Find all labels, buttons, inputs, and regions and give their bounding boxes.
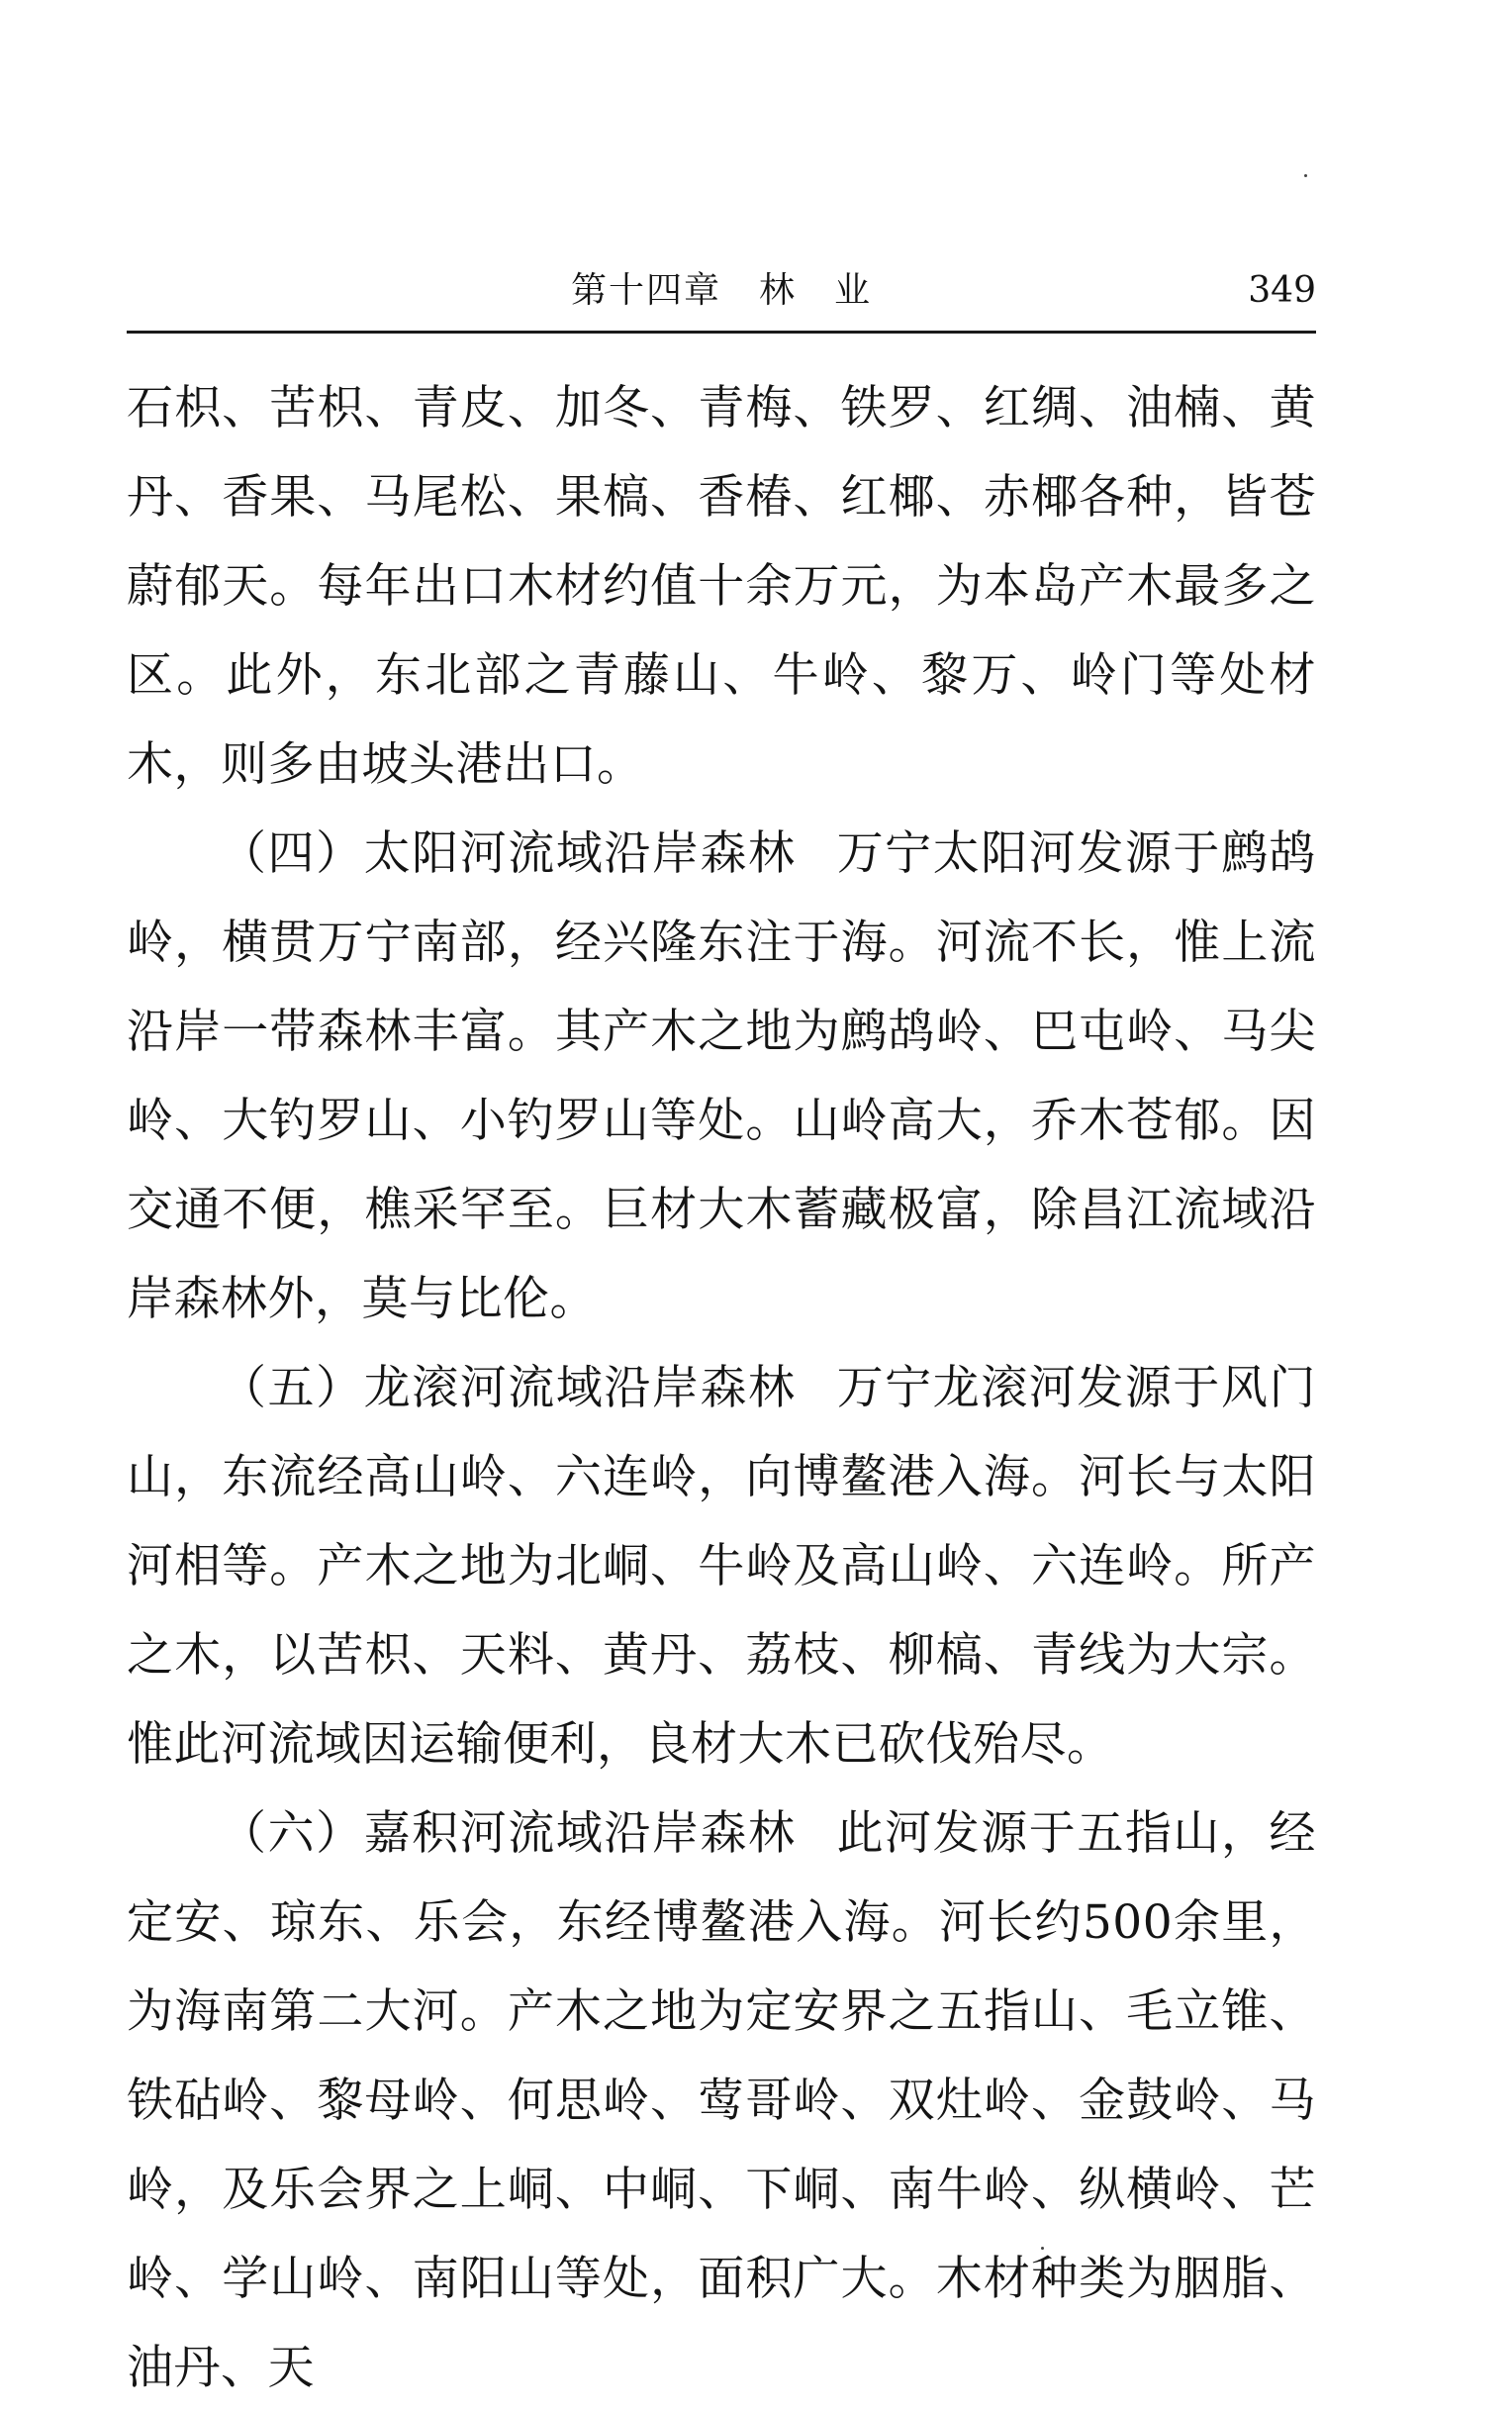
running-title: 第十四章 林 业 [570, 270, 872, 311]
paragraph-text: 石枳、苦枳、青皮、加冬、青梅、铁罗、红绸、油楠、黄丹、香果、马尾松、果槁、香椿、红椰、赤椰各种，皆苍蔚郁天。每年出口木材约值十余万元，为本岛产木最多之区。此外，东北部之青藤山、牛岭、黎万、岭门等处材木，则多由坡头港出口。 [127, 381, 1316, 792]
body-text [127, 364, 1316, 2413]
scan-speck [1041, 2247, 1044, 2250]
section-heading: （五）龙滚河流域沿岸森林 [220, 1361, 797, 1415]
paragraph-longgun-river [127, 1344, 1316, 1789]
paragraph-continued [127, 364, 1316, 810]
page-header [127, 259, 1316, 334]
paragraph-taiyang-river [127, 810, 1316, 1344]
paragraph-text: 此河发源于五指山，经定安、琼东、乐会，东经博鳌港入海。河长约500余里，为海南第二大河。产木之地为定安界之五指山、毛立锥、铁砧岭、黎母岭、何思岭、莺哥岭、双灶岭、金鼓岭、马岭，及乐会界之上峒、中峒、下峒、南牛岭、纵横岭、芒岭、学山岭、南阳山等处，面积广大。木材种类为胭脂、油丹、天 [127, 1806, 1317, 2395]
page-number: 349 [1248, 270, 1316, 311]
section-heading: （六）嘉积河流域沿岸森林 [220, 1806, 797, 1861]
paragraph-text: 万宁太阳河发源于鹧鸪岭，横贯万宁南部，经兴隆东注于海。河流不长，惟上流沿岸一带森林丰富。其产木之地为鹧鸪岭、巴屯岭、马尖岭、大钓罗山、小钓罗山等处。山岭高大，乔木苍郁。因交通不便，樵采罕至。巨材大木蓄藏极富，除昌江流域沿岸森林外，莫与比伦。 [127, 826, 1317, 1326]
section-heading: （四）太阳河流域沿岸森林 [220, 826, 797, 881]
paragraph-text: 万宁龙滚河发源于风门山，东流经高山岭、六连岭，向博鳌港入海。河长与太阳河相等。产木之地为北峒、牛岭及高山岭、六连岭。所产之木，以苦枳、天料、黄丹、荔枝、柳槁、青线为大宗。惟此河流域因运输便利，良材大木已砍伐殆尽。 [127, 1361, 1317, 1772]
scan-speck [1304, 174, 1307, 177]
paragraph-jiaji-river [127, 1789, 1316, 2413]
